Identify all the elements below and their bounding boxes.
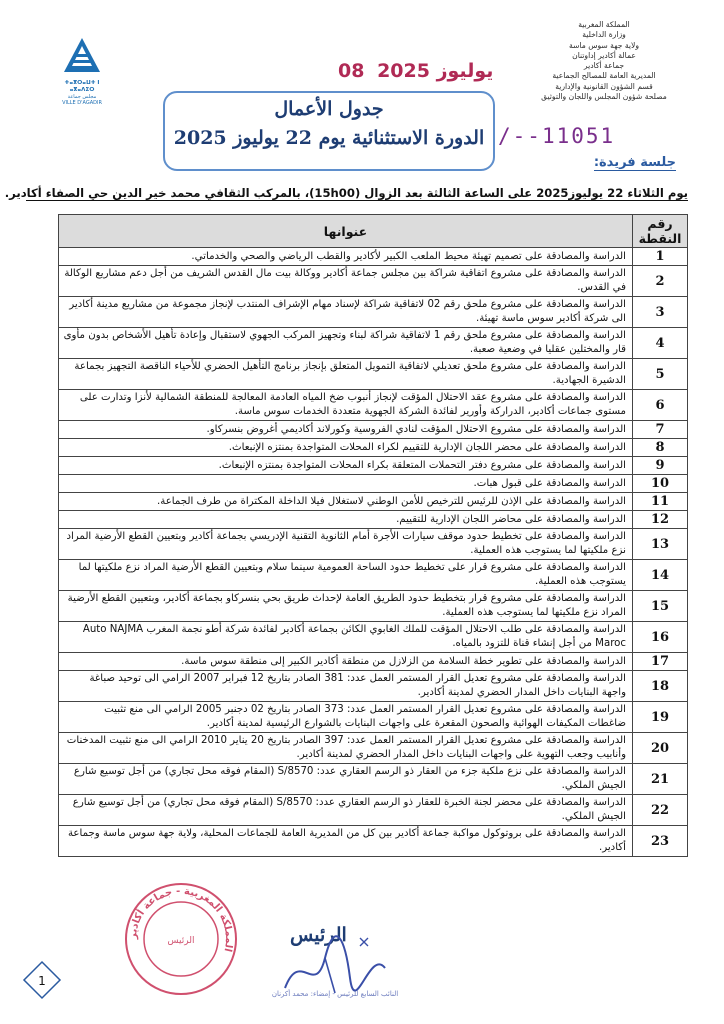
item-number: 11	[633, 493, 688, 511]
registration-number: /--11051	[498, 124, 616, 148]
seal-center: الرئيس	[167, 936, 195, 946]
signature	[265, 918, 405, 998]
item-title: الدراسة والمصادقة على بروتوكول مواكبة جماعة أكادير بين كل من المديرية العامة للجماعات المحلية، ولاية جهة سوس ماسة وجماعة أكادير.	[59, 826, 633, 857]
logo-text: ⵜⴰⴳⵔⴰⵡⵜ ⵏ ⴰⴳⴰⴷⵉⵔ	[64, 80, 100, 93]
table-row	[59, 297, 688, 328]
table-row	[59, 560, 688, 591]
table-row	[59, 764, 688, 795]
item-number: 12	[633, 511, 688, 529]
signature-text: النائب السابع للرئيس - إمضاء: محمد أكرنان	[271, 990, 399, 998]
table-row	[59, 795, 688, 826]
table-row	[59, 591, 688, 622]
table-row	[59, 248, 688, 266]
agenda-body	[59, 248, 688, 857]
date-stamp	[338, 60, 493, 82]
table-row	[59, 511, 688, 529]
header-line: المديرية العامة للمصالح الجماعية	[552, 71, 656, 81]
date-month-year: يوليوز 2025	[377, 60, 494, 82]
item-number: 23	[633, 826, 688, 857]
item-number: 18	[633, 671, 688, 702]
table-row	[59, 702, 688, 733]
item-number: 14	[633, 560, 688, 591]
header-line: وزارة الداخلية	[582, 30, 626, 40]
item-number: 21	[633, 764, 688, 795]
item-title: الدراسة والمصادقة على محاضر اللجان الإدارية للتقييم.	[59, 511, 633, 529]
item-title: الدراسة والمصادقة على مشروع الاحتلال المؤقت لنادي الفروسية وكورلاند أكاديمي أغروض بنسركاو.	[59, 421, 633, 439]
table-row	[59, 390, 688, 421]
item-title: الدراسة والمصادقة على تطوير خطة السلامة من الزلازل من منطقة أكادير الكبير إلى منطقة سوس ماسة.	[59, 653, 633, 671]
item-number: 4	[633, 328, 688, 359]
item-number: 2	[633, 266, 688, 297]
item-number: 8	[633, 439, 688, 457]
item-number: 15	[633, 591, 688, 622]
page-title: جدول الأعمال	[274, 98, 384, 120]
table-row	[59, 475, 688, 493]
item-title: الدراسة والمصادقة على محضر لجنة الخبرة للعقار ذو الرسم العقاري عدد: S/8570 (المقام فوقه محل تجاري) من أجل توسيع شارع الجيش الملكي.	[59, 795, 633, 826]
item-number: 16	[633, 622, 688, 653]
item-title: الدراسة والمصادقة على محضر اللجان الإدارية للتقييم لكراء المحلات المتواجدة بمنتزه الإنبعاث.	[59, 439, 633, 457]
item-title: الدراسة والمصادقة على مشروع تعديل القرار المستمر العمل عدد: 397 الصادر بتاريخ 20 يناير 2010 الرامي الى منع تثبيت المدخنات وأنابيب وجعب التهوية على واجهات البنايات داخل المدار الحضري لمدينة أكادير.	[59, 733, 633, 764]
header-line: عمالة أكادير إداوتنان	[572, 50, 636, 60]
item-number: 3	[633, 297, 688, 328]
column-header-number: رقم النقطة	[633, 215, 688, 248]
header-line: مصلحة شؤون المجلس واللجان والتوثيق	[541, 92, 667, 102]
logo-icon	[60, 36, 104, 76]
table-header-row	[59, 215, 688, 248]
item-title: الدراسة والمصادقة على مشروع تعديل القرار المستمر العمل عدد: 373 الصادر بتاريخ 02 دجنبر 2005 الرامي الى منع تثبيت ضاغطات المكيفات الهوائية والصحون المقعرة على واجهات البنايات بالشوارع الرئيسية لمدينة أكادير.	[59, 702, 633, 733]
item-title: الدراسة والمصادقة على قبول هبات.	[59, 475, 633, 493]
item-title: الدراسة والمصادقة على مشروع تعديل القرار المستمر العمل عدد: 381 الصادر بتاريخ 12 فبراير 2007 الرامي الى توحيد صباغة واجهة البنايات داخل المدار الحضري لمدينة أكادير.	[59, 671, 633, 702]
item-title: الدراسة والمصادقة على تصميم تهيئة محيط الملعب الكبير لأكادير والقطب الرياضي والصحي والخدماتي.	[59, 248, 633, 266]
item-title: الدراسة والمصادقة على مشروع قرار بتخطيط حدود الطريق العامة لإحداث طريق بحي بنسركاو بجماعة أكادير، وبتعيين القطع الأرضية المراد نزع ملكيتها لما يستوجب هذه العملية.	[59, 591, 633, 622]
column-header-title: عنوانها	[59, 215, 633, 248]
page-subtitle: الدورة الاستثنائية يوم 22 يوليوز 2025	[173, 127, 485, 149]
item-title: الدراسة والمصادقة على مشروع قرار على تخطيط حدود الساحة العمومية سينما سلام وبتعيين القطع الأرضية المراد نزع ملكيتها لما يستوجب هذه العملية.	[59, 560, 633, 591]
item-number: 10	[633, 475, 688, 493]
table-row	[59, 529, 688, 560]
item-title: الدراسة والمصادقة على نزع ملكية جزء من العقار ذو الرسم العقاري عدد: S/8570 (المقام فوقه محل تجاري) من أجل توسيع شارع الجيش الملكي.	[59, 764, 633, 795]
date-day: 08	[338, 60, 365, 82]
logo-caption: VILLE D'AGADIR	[62, 100, 102, 106]
item-number: 17	[633, 653, 688, 671]
seal-text: المملكة المغربية - جماعة أكادير	[127, 885, 235, 953]
item-number: 9	[633, 457, 688, 475]
official-seal	[122, 880, 240, 998]
item-number: 1	[633, 248, 688, 266]
table-row	[59, 266, 688, 297]
item-title: الدراسة والمصادقة على تخطيط حدود موقف سيارات الأجرة أمام الثانوية التقنية الإدريسي بجماعة أكادير وبتعيين القطع الأرضية المراد نزع ملكيتها لما يستوجب هذه العملية.	[59, 529, 633, 560]
item-title: الدراسة والمصادقة على مشروع دفتر التحملات المتعلقة بكراء المحلات المتواجدة بمنتزه الإنبعاث.	[59, 457, 633, 475]
header-line: ولاية جهة سوس ماسة	[568, 40, 640, 50]
header-line: المملكة المغربية	[578, 20, 630, 29]
session-label: جلسة فريدة:	[593, 155, 676, 170]
chair-label: الرئيس	[290, 924, 347, 946]
table-row	[59, 622, 688, 653]
table-row	[59, 733, 688, 764]
agenda-table	[58, 214, 688, 857]
item-title: الدراسة والمصادقة على مشروع ملحق رقم 1 لاتفاقية شراكة لبناء وتجهيز المركب الجهوي لاستقبال وإعادة تأهيل الأشخاص بدون مأوى قار والمختلين عقليا في وضعية صعبة.	[59, 328, 633, 359]
item-title: الدراسة والمصادقة على مشروع اتفاقية شراكة بين مجلس جماعة أكادير ووكالة بيت مال القدس الشريف من أجل دعم مشاريع الوكالة في القدس.	[59, 266, 633, 297]
table-row	[59, 671, 688, 702]
table-row	[59, 439, 688, 457]
table-row	[59, 421, 688, 439]
item-title: الدراسة والمصادقة على طلب الاحتلال المؤقت للملك الغابوي الكائن بجماعة أكادير لفائدة شركة أطو نجمة المغرب Auto NAJMA Maroc من أجل إنشاء قناة للتزود بالمياه.	[59, 622, 633, 653]
item-number: 5	[633, 359, 688, 390]
header-line: جماعة أكادير	[583, 61, 625, 71]
table-row	[59, 653, 688, 671]
logo-sub: مجلس جماعة	[67, 94, 97, 100]
meeting-intro: يوم الثلاثاء 22 يوليوز2025 على الساعة الثالثة بعد الزوال (15h00)، بالمركب الثقافي محمد خير الدين حي الصفاء أكادير.	[4, 186, 688, 200]
header-line: قسم الشؤون القانونية والإدارية	[555, 81, 653, 91]
item-title: الدراسة والمصادقة على مشروع ملحق تعديلي لاتفاقية التمويل المتعلق بإنجاز برنامج التأهيل الحضري للأحياء الناقصة التجهيز بجماعة الدشيرة الجهادية.	[59, 359, 633, 390]
table-row	[59, 457, 688, 475]
agadir-logo	[52, 36, 112, 116]
ministry-header	[498, 20, 710, 102]
item-title: الدراسة والمصادقة على مشروع ملحق رقم 02 لاتفاقية شراكة لإسناد مهام الإشراف المنتدب لإنجاز مجموعة من مشاريع مدينة أكادير الى شركة أكادير سوس ماسة تهيئة.	[59, 297, 633, 328]
page-number: 1	[38, 974, 46, 988]
item-title: الدراسة والمصادقة على الإذن للرئيس للترخيص للأمن الوطني لاستغلال فيلا الداخلة المكتراة من طرف الجماعة.	[59, 493, 633, 511]
table-row	[59, 826, 688, 857]
page-number-badge	[20, 958, 64, 1002]
item-number: 7	[633, 421, 688, 439]
item-number: 13	[633, 529, 688, 560]
table-row	[59, 359, 688, 390]
item-number: 22	[633, 795, 688, 826]
item-number: 20	[633, 733, 688, 764]
table-row	[59, 493, 688, 511]
item-title: الدراسة والمصادقة على مشروع عقد الاحتلال المؤقت لإنجاز أنبوب ضخ المياه العادمة المعالجة للمنطقة الشمالية لأنزا وتدارت على مستوى جماعات أكادير، الدراركة وأورير لفائدة الشركة الجهوية متعددة الخدمات سوس ماسة.	[59, 390, 633, 421]
table-row	[59, 328, 688, 359]
item-number: 6	[633, 390, 688, 421]
item-number: 19	[633, 702, 688, 733]
